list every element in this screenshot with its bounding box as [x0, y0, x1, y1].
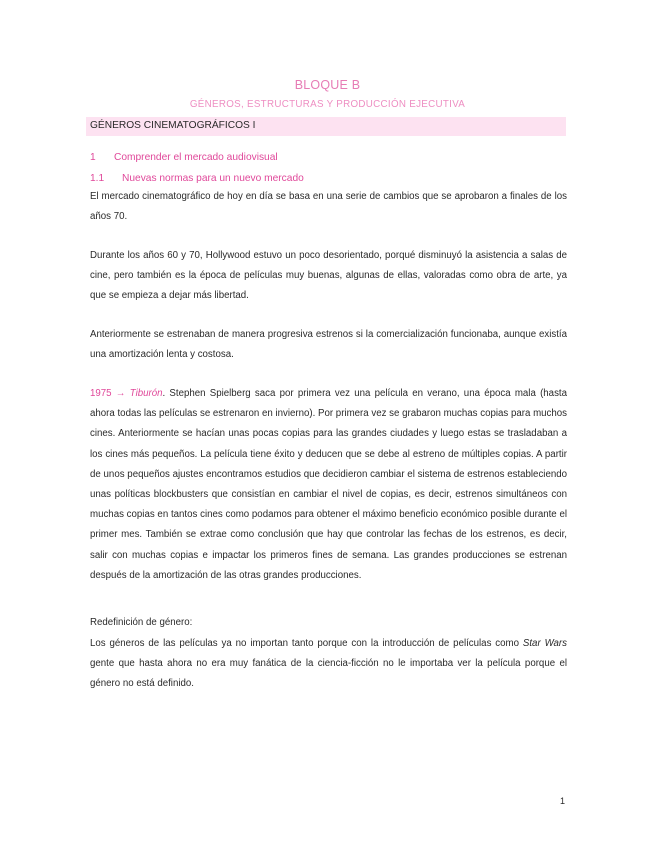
heading-1-1: [90, 173, 304, 184]
paragraph-2: Durante los años 60 y 70, Hollywood estuvo un poco desorientado, porqué disminuyó la asistencia a salas de cine, pero también es la época de películas muy buenas, algunas de ellas, valoradas como obra de arte, ya que se empieza a dejar más libertad.: [90, 250, 567, 302]
block-subtitle: GÉNEROS, ESTRUCTURAS Y PRODUCCIÓN EJECUTIVA: [189, 99, 466, 110]
paragraph-3: Anteriormente se estrenaban de manera progresiva estrenos si la comercialización funcionaba, aunque existía una amortización lenta y costosa.: [90, 329, 567, 361]
section-title-bar: [86, 117, 566, 136]
year-label: 1975 →: [90, 388, 126, 399]
page-number: 1: [559, 796, 565, 806]
film-title-star-wars: Star Wars: [522, 638, 567, 649]
paragraph-4-text: . Stephen Spielberg saca por primera vez una película en verano, una época mala (hasta ahora todas las películas se estrenaron en invierno). Por primera vez se grabaron muchas copias para muchos cines. Anteriormente se hacían unas pocas copias para las grandes ciudades y luego estas se trasladaban a los cines más pequeños. La película tiene éxito y deducen que se debe al estreno de múltiples copias. A partir de unos pequeños ajustes encontramos estudios que decidieron cambiar el sistema de estrenos estableciendo unas políticas blockbusters que consistían en cambiar el nivel de copias, es decir, estrenos simultáneos con muchas copias en tantos cines como podamos para obtener el máximo beneficio económico posible durante el primer mes. También se extrae como conclusión que hay que controlar las fechas de los estrenos, es decir, salir con muchas copias e impactar los primeros fines de semana. Las grandes producciones se estrenan después de la amortización de las otras grandes producciones.: [90, 388, 567, 581]
section-title: GÉNEROS CINEMATOGRÁFICOS I: [90, 120, 256, 131]
heading-1-1-text: Nuevas normas para un nuevo mercado: [122, 173, 304, 184]
heading-1: [90, 152, 278, 163]
paragraph-5-a: Los géneros de las películas ya no importan tanto porque con la introducción de películas como: [90, 638, 523, 649]
film-title-tiburon: Tiburón: [129, 388, 163, 399]
heading-1-text: Comprender el mercado audiovisual: [114, 152, 278, 163]
redefinition-label: Redefinición de género:: [90, 617, 193, 628]
paragraph-1: El mercado cinematográfico de hoy en día se basa en una serie de cambios que se aprobaron a finales de los años 70.: [90, 191, 567, 223]
heading-1-number: 1: [90, 152, 96, 163]
heading-1-1-number: 1.1: [90, 173, 105, 184]
paragraph-4: [90, 384, 567, 586]
paragraph-5: [90, 634, 567, 695]
block-title: BLOQUE B: [294, 78, 361, 92]
paragraph-5-b: gente que hasta ahora no era muy fanática de la ciencia-ficción no le importaba ver la película porque el género no está definido.: [90, 658, 567, 690]
